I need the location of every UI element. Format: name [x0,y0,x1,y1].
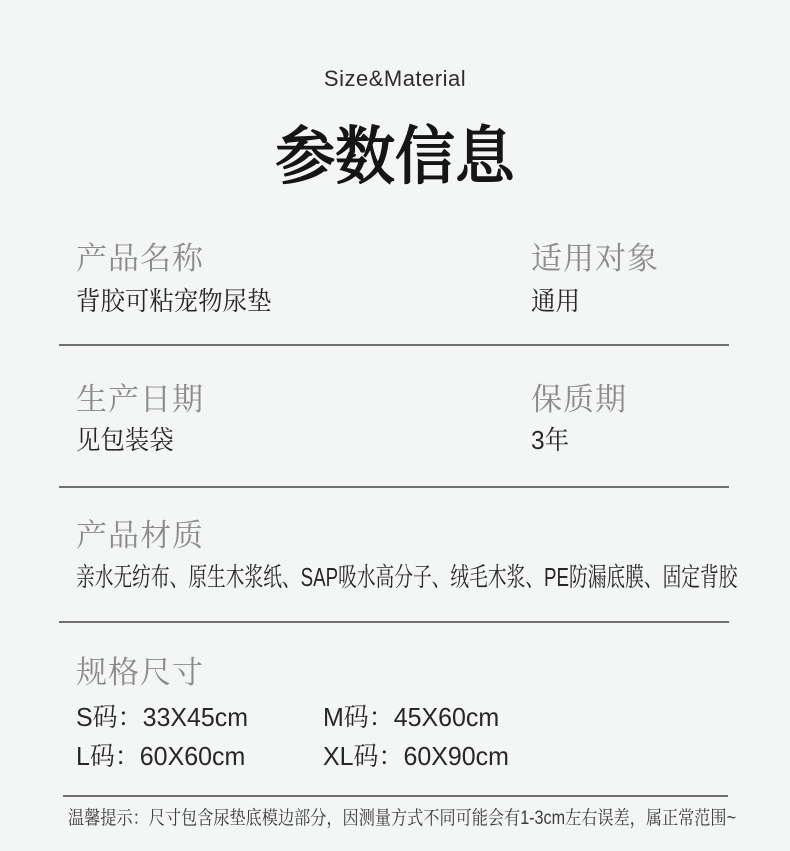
label-applicable-target: 适用对象 [531,241,659,276]
size-m: M码：45X60cm [323,702,500,732]
label-shelf-life: 保质期 [531,382,627,417]
notice-top-border [63,795,728,797]
divider-1 [59,344,729,346]
label-production-date: 生产日期 [76,382,204,417]
notice-text: 温馨提示：尺寸包含尿垫底模边部分，因测量方式不同可能会有1-3cm左右误差，属正常范围~ [68,808,737,829]
value-production-date: 见包装袋 [76,425,174,455]
value-shelf-life: 3年 [531,425,570,455]
label-material: 产品材质 [76,518,204,553]
size-l: L码：60X60cm [76,741,246,771]
page-title: 参数信息 [275,122,515,192]
label-product-name: 产品名称 [76,241,204,276]
header-subtitle: Size&Material [323,66,467,91]
size-xl: XL码：60X90cm [323,741,509,771]
label-sizes: 规格尺寸 [76,655,204,690]
divider-3 [59,621,729,623]
divider-2 [59,486,729,488]
size-s: S码：33X45cm [76,702,249,732]
value-applicable-target: 通用 [531,286,580,316]
value-material: 亲水无纺布、原生木浆纸、SAP吸水高分子、绒毛木浆、PE防漏底膜、固定背胶 [76,562,738,592]
value-product-name: 背胶可粘宠物尿垫 [76,286,272,316]
